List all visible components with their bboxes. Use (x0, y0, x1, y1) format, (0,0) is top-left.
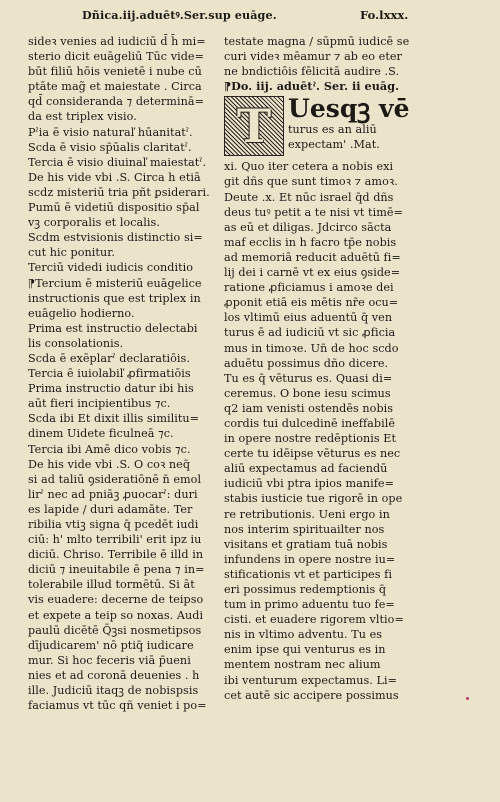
left-column (28, 34, 220, 713)
text-line: Tu es q̄ vēturus es. Quasi di= (224, 371, 393, 385)
text-line: ille. Judiciū itaqꝫ de nobispsis (28, 684, 199, 698)
text-line: re retributionis. Ueni ergo in (224, 507, 390, 521)
text-line: instructionis que est triplex in (28, 291, 201, 305)
text-line: ꝓponit etiā eis mētis nr̄e ocu= (224, 296, 399, 310)
text-line: De his vide vbi .S. O coꝛ neq̄ (28, 457, 191, 471)
text-line: ribilia vtiꝫ signa q̄ pcedēt iudi (28, 518, 199, 531)
text-line: paulū dicētē Q̄ꝫsi nosmetipsos (28, 623, 202, 637)
text-line: stabis iusticie tue rigorē in ope (224, 492, 403, 506)
text-line: enim ipse qui venturus es in (224, 643, 386, 657)
text-line: si ad taliū ꝯsideratiōnē n̄ emol (28, 472, 202, 486)
text-line: diciū ⁊ ineuitabile ē pena ⁊ in= (28, 563, 205, 577)
text-line: as eū et diligas. Jdcirco sācta (224, 220, 392, 234)
text-line: maf ecclis in h facro tp̄e nobis (224, 235, 397, 249)
text-line: Pumū ē videtiū dispositio sp̄al (28, 201, 200, 215)
text-line: da est triplex visio. (28, 110, 137, 124)
text-line: deus tuꝰ petit a te nisi vt timē= (224, 205, 403, 219)
text-line: sideꝛ venies ad iudiciū d̄ h̄ mi= (28, 35, 206, 48)
text-line: es lapide / duri adamāte. Ter (28, 502, 193, 516)
text-line: Prima instructio datur ibi his (28, 382, 194, 396)
text-line: cordis tui dulcedinē ineffabilē (224, 416, 396, 430)
text-line: diciū. Chriso. Terribile ē illd in (28, 548, 204, 562)
right-column-top (224, 34, 420, 79)
text-line: nies et ad coronā deuenies . h (28, 668, 200, 682)
text-line: testate magna / sūpmū iudicē se (224, 35, 410, 48)
text-line: Tercia ibi Amē dico vobis ⁊c. (28, 442, 191, 456)
text-line: nis in vltimo adventu. Tu es (224, 628, 383, 642)
text-line: eri possimus redemptionis q̄ (224, 583, 387, 596)
text-line: in opere nostre redēptionis Et (224, 432, 397, 446)
text-line: mentem nostram nec alium (224, 658, 381, 672)
text-line: ibi venturum expectamus. Li= (224, 673, 398, 687)
ink-spot (466, 697, 469, 700)
text-line: Scda ē visio sp̄ūalis claritatˀ. (28, 140, 192, 154)
text-line: curi videꝛ mēamur ⁊ ab eo eter (224, 50, 402, 64)
running-title: Dñica.iij.aduētꝰ.Ser.sup euāge. (82, 8, 277, 22)
text-line: tum in primo aduentu tuo fe= (224, 598, 395, 612)
text-line: nos interim spirituailter nos (224, 522, 385, 536)
text-line: būt filiū hōis venietē i nube cū (28, 65, 202, 79)
text-line: cisti. et euadere rigorem vltio= (224, 613, 404, 627)
incipit-line: turus es an aliū (288, 123, 377, 137)
text-line: Pˀia ē visio naturaľ hūanitatˀ. (28, 125, 193, 139)
text-line: Tercia ē iuiolabiľ ꝓfirmatiōis (28, 367, 191, 381)
text-line: dinem Uidete ficulneā ⁊c. (28, 427, 174, 441)
text-line: mur. Si hoc feceris viā p̄ueni (28, 653, 191, 667)
text-line: ptāte mag̃ et maiestate . Circa (28, 80, 202, 94)
folio-number: Fo.lxxx. (360, 8, 409, 22)
text-line: Prima est instructio delectabi (28, 321, 198, 335)
text-line: Tercia ē visio diuinaľ maiestatˀ. (28, 155, 207, 169)
text-line: De his vide vbi .S. Circa h etiā (28, 170, 201, 184)
right-column (224, 34, 420, 703)
text-line: visitans et gratiam tuā nobis (224, 537, 388, 551)
text-line: faciamus vt tūc qñ veniet i po= (28, 699, 207, 713)
text-line: Deute .x. Et nūc israel q̄d dñs (224, 190, 394, 204)
text-line: los vltimū eius aduentū q̄ ven (224, 311, 393, 325)
text-line: vꝫ corporalis et localis. (28, 216, 160, 230)
text-line: aliū expectamus ad faciendū (224, 462, 388, 476)
text-line: lirˀ nec ad pniāꝫ ꝓuocarˀ: duri (28, 487, 198, 501)
text-line: ciū: h' mlto terribili' erit ipz iu (28, 533, 202, 547)
initial-letter: T (236, 99, 272, 154)
text-line: ⁋Tercium ē misteriū euāgelice (28, 276, 202, 290)
text-line: tolerabile illud tormētū. Si āt (28, 578, 195, 592)
right-column-body (224, 159, 420, 702)
text-line: Terciū videdi iudicis conditio (28, 261, 194, 275)
text-line: lij dei i carnē vt ex eius ꝯside= (224, 266, 401, 280)
text-line: ceremus. O bone iesu scimus (224, 386, 391, 400)
text-line: infundens in opere nostre iu= (224, 552, 396, 566)
text-line: mus in timoꝛe. Un̄ de hoc scdo (224, 341, 399, 355)
text-line: ad memoriā reducit aduētū fi= (224, 250, 401, 264)
text-line: stificationis vt et participes fi (224, 567, 392, 581)
text-line: dījudicarem' nō ptiq̄ iudicare (28, 638, 194, 652)
text-line: aūt fieri incipientibus ⁊c. (28, 397, 171, 411)
text-line: sterio dicit euāgeliū Tūc vide= (28, 50, 204, 64)
text-line: scdz misteriū tria pñt ꝑsiderari. (28, 185, 210, 199)
text-line: Scdm estvisionis distinctio si= (28, 231, 203, 245)
text-line: iudiciū vbi ptra ipios manife= (224, 477, 395, 491)
incipit-line: Uesqꝫ vē (288, 94, 410, 124)
text-line: ne bndictiōis fēlicitā audire .S. (224, 65, 400, 79)
text-line: q2 iam venisti ostendēs nobis (224, 401, 394, 415)
text-line: vis euadere: decerne de teipso (28, 593, 204, 607)
text-line: xi. Quo iter cetera a nobis exi (224, 160, 394, 174)
text-line: ratione ꝓficiamus i amoꝛe dei (224, 281, 394, 295)
incipit-line: expectam' .Mat. (288, 138, 380, 152)
text-line: certe tu idēipse vēturus es nec (224, 447, 401, 461)
text-line: cet autē sic accipere possimus (224, 688, 399, 702)
text-line: turus ē ad iudiciū vt sic ꝓficia (224, 326, 396, 340)
text-line: et expete a teip so noxas. Audi (28, 608, 204, 622)
text-line: git dñs que sunt timoꝛ ⁊ amoꝛ. (224, 175, 398, 189)
text-line: euāgelio hodierno. (28, 306, 135, 320)
text-line: Scda ibi Et dixit illis similitu= (28, 412, 200, 426)
text-line: lis consolationis. (28, 336, 124, 350)
initial-text (288, 96, 420, 152)
decorated-initial (224, 96, 284, 156)
sermon-rubric: ⁋Do. iij. aduētˀ. Ser. ii euāg. (224, 79, 400, 94)
initial-block (224, 96, 420, 156)
text-line: cut hic ponitur. (28, 246, 115, 260)
text-line: aduētu possimus dño dicere. (224, 356, 389, 370)
text-line: qd̄ consideranda ⁊ determinā= (28, 95, 204, 109)
text-line: Scda ē exēplarˀ declaratiōis. (28, 351, 190, 365)
